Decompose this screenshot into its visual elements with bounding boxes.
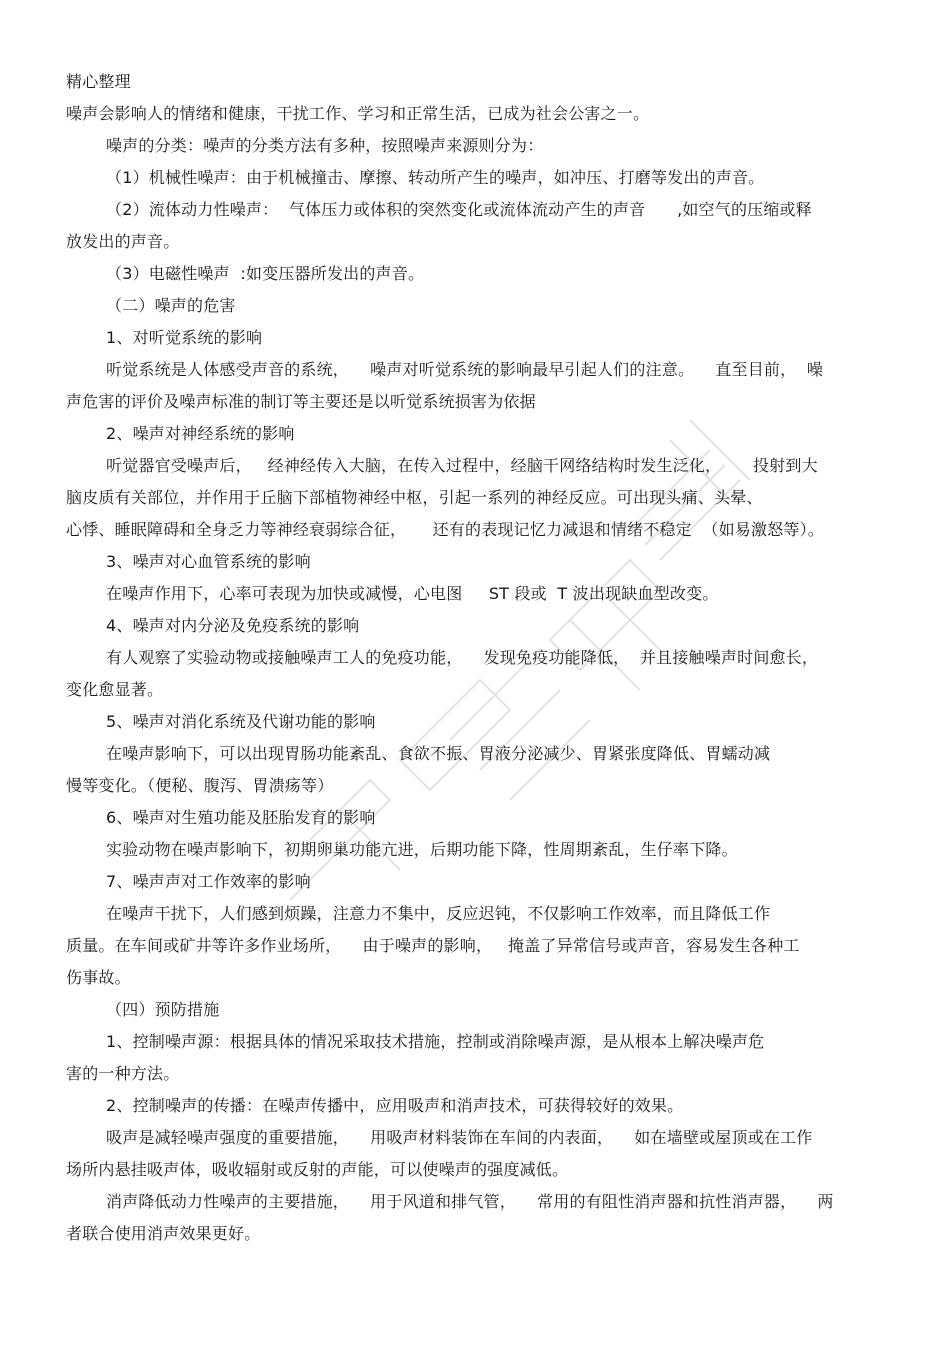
paragraph-line: 声危害的评价及噪声标准的制订等主要还是以听觉系统损害为依据	[66, 392, 536, 411]
paragraph-line: 放发出的声音。	[66, 232, 180, 251]
page-header: 精心整理	[66, 72, 131, 91]
list-item: （1）机械性噪声：由于机械撞击、摩擦、转动所产生的噪声，如冲压、打磨等发出的声音。	[106, 168, 765, 187]
subsection-heading: 1、对听觉系统的影响	[106, 328, 263, 347]
paragraph-line: 噪声会影响人的情绪和健康，干扰工作、学习和正常生活，已成为社会公害之一。	[66, 104, 650, 123]
subsection-heading: 6、噪声对生殖功能及胚胎发育的影响	[106, 808, 376, 827]
paragraph-line: 伤事故。	[66, 968, 131, 987]
paragraph-line: 慢等变化。（便秘、腹泻、胃溃疡等）	[66, 776, 334, 795]
subsection-heading: 7、噪声声对工作效率的影响	[106, 872, 311, 891]
list-item: （3）电磁性噪声 :如变压器所发出的声音。	[106, 264, 425, 283]
subsection-heading: 4、噪声对内分泌及免疫系统的影响	[106, 616, 360, 635]
paragraph-line: 在噪声影响下，可以出现胃肠功能紊乱、食欲不振、胃液分泌减少、胃紧张度降低、胃蠕动减	[106, 744, 771, 763]
paragraph-line: 变化愈显著。	[66, 680, 164, 699]
subsection-heading: 3、噪声对心血管系统的影响	[106, 552, 311, 571]
paragraph-line: 者联合使用消声效果更好。	[66, 1224, 261, 1243]
section-heading: （四）预防措施	[106, 1000, 220, 1019]
paragraph-line: 有人观察了实验动物或接触噪声工人的免疫功能， 发现免疫功能降低， 并且接触噪声时间愈长，	[106, 648, 819, 667]
section-heading: （二）噪声的危害	[106, 296, 236, 315]
paragraph-line: 质量。在车间或矿井等许多作业场所， 由于噪声的影响， 掩盖了异常信号或声音，容易发生各种工	[66, 936, 800, 955]
paragraph-line: 听觉系统是人体感受声音的系统， 噪声对听觉系统的影响最早引起人们的注意。 直至目前， 噪	[106, 360, 824, 379]
list-item: （2）流体动力性噪声： 气体压力或体积的突然变化或流体流动产生的声音 ,如空气的压缩或释	[106, 200, 812, 219]
paragraph-line: 实验动物在噪声影响下，初期卵巢功能亢进，后期功能下降，性周期紊乱，生仔率下降。	[106, 840, 738, 859]
paragraph-line: 1、控制噪声源：根据具体的情况采取技术措施，控制或消除噪声源，是从根本上解决噪声危	[106, 1032, 765, 1051]
paragraph-line: 脑皮质有关部位，并作用于丘脑下部植物神经中枢，引起一系列的神经反应。可出现头痛、头晕、	[66, 488, 763, 507]
paragraph-line: 在噪声干扰下，人们感到烦躁，注意力不集中，反应迟钝，不仅影响工作效率，而且降低工作	[106, 904, 771, 923]
paragraph-line: 害的一种方法。	[66, 1064, 180, 1083]
paragraph-line: 噪声的分类：噪声的分类方法有多种，按照噪声来源则分为：	[106, 136, 544, 155]
paragraph-line: 场所内悬挂吸声体，吸收辐射或反射的声能，可以使噪声的强度减低。	[66, 1160, 569, 1179]
subsection-heading: 5、噪声对消化系统及代谢功能的影响	[106, 712, 376, 731]
paragraph-line: 在噪声作用下，心率可表现为加快或减慢，心电图 ST 段或 T 波出现缺血型改变。	[106, 584, 719, 603]
paragraph-line: 消声降低动力性噪声的主要措施， 用于风道和排气管， 常用的有阻性消声器和抗性消声器， 两	[106, 1192, 834, 1211]
paragraph-line: 吸声是减轻噪声强度的重要措施， 用吸声材料装饰在车间的内表面， 如在墙壁或屋顶或在工作	[106, 1128, 813, 1147]
paragraph-line: 听觉器官受噪声后， 经神经传入大脑，在传入过程中，经脑干网络结构时发生泛化， 投射到大	[106, 456, 818, 475]
paragraph-line: 心悸、睡眠障碍和全身乏力等神经衰弱综合征， 还有的表现记忆力减退和情绪不稳定 （如易激怒等）。	[66, 520, 825, 539]
subsection-heading: 2、噪声对神经系统的影响	[106, 424, 295, 443]
paragraph-line: 2、控制噪声的传播：在噪声传播中，应用吸声和消声技术，可获得较好的效果。	[106, 1096, 684, 1115]
